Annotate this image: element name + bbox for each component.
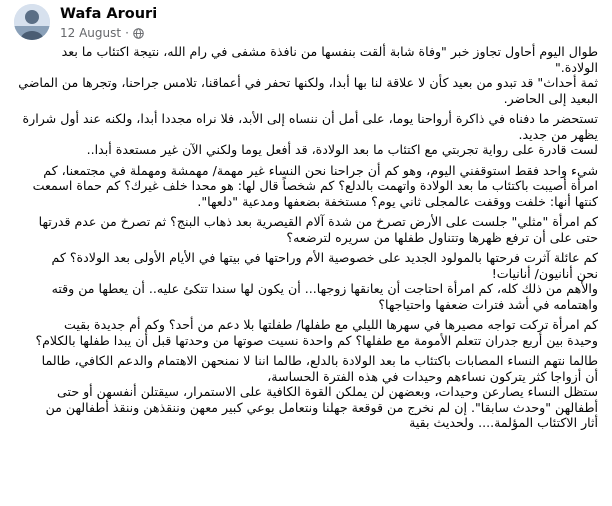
post-text-line: لست قادرة على رواية تجربتي مع اكتئاب ما بعد الولادة، قد أفعل يوما ولكني الآن غير مستعدة أبدا.. [86,142,598,157]
post-paragraph [14,111,598,158]
post-paragraph [14,317,598,348]
post-body [14,44,598,506]
post-text-line: الولادة." [554,59,598,75]
author-name[interactable]: Wafa Arouri [60,6,158,22]
post-text-line: واهتمامه في أشد فترات ضعفها واحتياجها؟ [378,296,598,312]
post-text-line: ثمة أحداث" قد تبدو من بعيد كأن لا علاقة لنا بها أبدا، ولكنها تحفر في أعماقنا، تلامس جراحنا، وتجرها من الماضي [18,75,598,90]
post-meta [60,26,144,40]
post-text-line: نحن أنانيون/ أنانيات! [491,265,598,281]
post-paragraph [14,44,598,106]
globe-icon [133,28,144,39]
post-text-line: أطفالهن "وحدث سابقا". إن لم نخرج من قوقعة جهلنا ونتعامل بوعي كبير معهن وننقذهن وننقذ أطفالهن من [45,399,598,415]
post-text-line: وحيدة بين أربع جدران تتعلم الأمومة مع طفلها؟ كم واحدة نسيت صوتها من وحدتها قبل أن يبدا طفلها بالكلام؟ [35,332,598,348]
avatar-photo-icon [14,4,50,40]
post-text-line: حتى على أن ترفع ظهرها وتتناول طفلها من سريره لترضعه؟ [286,229,598,245]
post-text-line: طوال اليوم أحاول تجاوز خبر "وفاة شابة ألقت بنفسها من نافذة مشفى في رام الله، نتيجة اكتئاب ما بعد [61,44,598,59]
post-text-line: أثار الاكتئاب المؤلمة.... ولحديث بقية [409,415,598,430]
post-date[interactable]: 12 August [60,26,122,40]
post-text-line: كنتها أنها: خلفت ووقفت عالمجلى ثاني يوم؟ مستخفة بضعفها ومدعية "دلعها". [197,193,598,209]
post-text-line: كم عائلة آثرت فرحتها بالمولود الجديد على خصوصية الأم وراحتها في بيتها في الأيام الأولى بعد الولادة؟ كم [51,250,598,265]
post-header [14,4,574,44]
post-paragraph [14,163,598,210]
post-paragraph [14,353,598,431]
meta-separator: · [125,26,129,40]
post-text-line: شيء واحد فقط استوقفني اليوم، وهو كم أن جراحنا نحن النساء غير مهمة/ مهمشة ومهملة في مجتمعنا، كم [43,162,598,178]
post-text-line: تستحضر ما دفناه في ذاكرة أرواحنا يوما، على أمل أن ننساه إلى الأبد، فلا نراه مجددا أبدا، ولكنه عند أول شرارة [22,111,598,126]
post-paragraph [14,214,598,245]
post-text-line: كم امرأة "مثلي" جلست على الأرض تصرخ من شدة آلام القيصرية بعد ذهاب البنج؟ ثم تصرخ من عدم قدرتها [38,214,598,229]
avatar[interactable] [14,4,50,40]
post-text-line: ستظل النساء يصارعن وحيدات، وبعضهن لن يملكن القوة الكافية على الاستمرار، سيقتلن أنفسهن أو حتى [57,384,598,399]
post-text-line: والأهم من ذلك كله، كم امرأة احتاجت أن يعانقها زوجها... أن يكون لها سندا تتكئ عليه.. أن يعطها من وقته [51,281,598,296]
post-paragraph [14,250,598,312]
post-text-line: البعيد إلى الحاضر. [503,90,598,106]
post-text-line: أن أزواجا كثر يتركون نساءهم وحيدات في هذه الفترة الحساسة، [267,368,598,384]
post-text-line: يظهر من جديد. [518,126,598,142]
post-text-line: طالما نتهم النساء المصابات باكتئاب ما بعد الولادة بالدلع، طالما اننا لا نمنحهن الاهتمام والدعم الكافي، طالما [41,353,598,368]
post-text-line: كم امرأة تركت تواجه مصيرها في سهرها الليلي مع طفلها/ طفلتها بلا دعم من أحد؟ وكم أم جديدة بقيت [64,317,598,332]
post-text-line: امرأة أصيبت باكتئاب ما بعد الولادة واتهمت بالدلع؟ كم شخصاً قال لها: هو محدا خلف غيرك؟ كم حماة اسمعت [32,178,598,193]
